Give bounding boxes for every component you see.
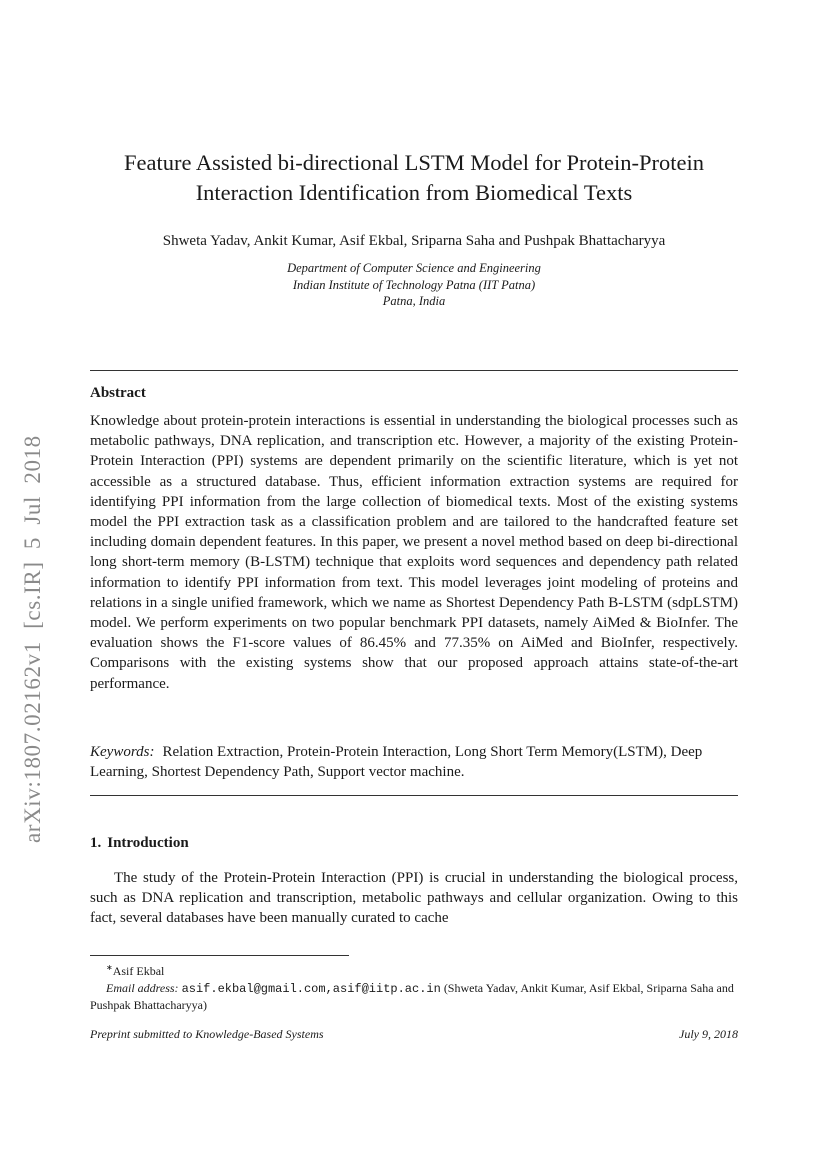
title-line-1: Feature Assisted bi-directional LSTM Model for Protein-Protein [124,150,704,175]
email-label: Email address: [106,980,179,995]
affiliation-institute: Indian Institute of Technology Patna (IIT Patna) [292,277,536,292]
section-number: 1. [90,835,102,851]
introduction-paragraph: The study of the Protein-Protein Interaction (PPI) is crucial in understanding the biological process, such as DNA replication and transcription, metabolic pathways and cellular organization. Owing to this fact, several databases have been manually curated to cache [90,870,738,927]
email-names: (Shweta Yadav, Ankit Kumar, Asif Ekbal, Sriparna Saha and Pushpak Bhattacharyya) [90,980,734,1012]
abstract-bottom-rule [90,795,738,796]
footnote-mark: ∗ [106,963,113,972]
abstract-heading: Abstract [90,385,146,401]
affiliation-location: Patna, India [382,294,446,308]
abstract-top-rule [90,370,738,371]
section-title: Introduction [107,835,189,851]
paper-title [90,148,738,208]
affiliation-department: Department of Computer Science and Engineering [287,261,541,275]
title-line-2: Interaction Identification from Biomedical Texts [195,180,633,205]
keywords-label: Keywords: [90,744,155,760]
email-addresses[interactable]: asif.ekbal@gmail.com,asif@iitp.ac.in [181,981,441,996]
keywords-text: Relation Extraction, Protein-Protein Interaction, Long Short Term Memory(LSTM), Deep Learning, Shortest Dependency Path, Support vector machine. [90,744,703,781]
corresponding-author: Asif Ekbal [112,964,165,978]
footnote-rule [90,955,349,956]
keywords [90,742,738,782]
section-heading-introduction [90,835,189,852]
preprint-date: July 9, 2018 [679,1027,738,1041]
footnote-email [90,980,738,1014]
arxiv-identifier: arXiv:1807.02162v1 [cs.IR] 5 Jul 2018 [20,435,45,843]
abstract-text: Knowledge about protein-protein interactions is essential in understanding the biological processes such as metabolic pathways, DNA replication, and transcription etc. However, a majority of the existing Protein-Protein Interaction (PPI) systems are dependent primarily on the scientific literature, which is yet not accessible as a structured database. Thus, efficient information extraction systems are required for identifying PPI information from the large collection of biomedical texts. Most of the existing systems model the PPI extraction task as a classification problem and are tailored to the handcrafted feature set including domain dependent features. In this paper, we present a novel method based on deep bi-directional long short-term memory (B-LSTM) technique that exploits word sequences and dependency path related information to identify PPI information from text. This model leverages joint modeling of proteins and relations in a single unified framework, which we name as Shortest Dependency Path B-LSTM (sdpLSTM) model. We perform experiments on two popular benchmark PPI datasets, namely AiMed & BioInfer. The evaluation shows the F1-score values of 86.45% and 77.35% on AiMed and BioInfer, respectively. Comparisons with the existing systems show that our proposed approach attains state-of-the-art performance. [90,413,738,692]
affiliation [90,260,738,310]
footnote-corresponding [90,960,738,980]
author-list: Shweta Yadav, Ankit Kumar, Asif Ekbal, Sriparna Saha and Pushpak Bhattacharyya [162,233,666,249]
footnotes [90,960,738,1014]
preprint-note: Preprint submitted to Knowledge-Based Systems [90,1027,324,1041]
